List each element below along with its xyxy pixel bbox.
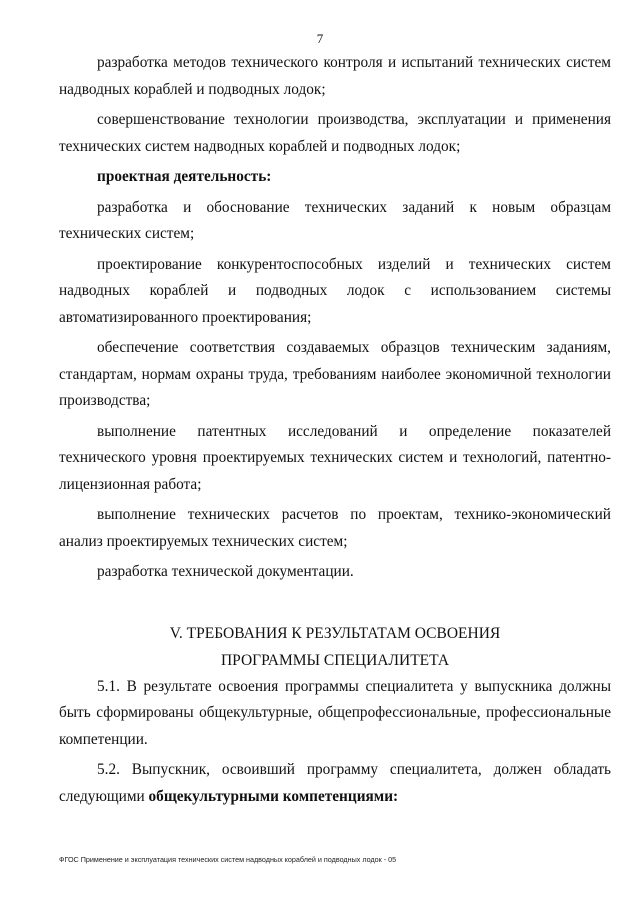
paragraph-4: проектирование конкурентоспособных изделий и технических систем надводных кораблей и подводных лодок с использованием системы автоматизированного проектирования; — [59, 255, 611, 326]
paragraph-6: выполнение патентных исследований и определение показателей технического уровня проектируемых технических систем и технологий, патентно-лицензионная работа; — [59, 422, 611, 493]
paragraph-5-2 — [59, 757, 611, 810]
paragraph-5-2-bold-term: общекультурными компетенциями: — [148, 787, 399, 805]
paragraph-5-1: 5.1. В результате освоения программы специалитета у выпускника должны быть сформированы общекультурные, общепрофессиональные, профессиональные компетенции. — [59, 677, 611, 748]
paragraph-5-2-text: 5.2. Выпускник, освоивший программу специалитета, должен обладать следующими — [59, 761, 611, 805]
paragraph-1: разработка методов технического контроля и испытаний технических систем надводных кораблей и подводных лодок; — [59, 54, 611, 98]
section-title-line-1: V. ТРЕБОВАНИЯ К РЕЗУЛЬТАТАМ ОСВОЕНИЯ — [169, 624, 501, 642]
paragraph-2: совершенствование технологии производства, эксплуатации и применения технических систем надводных кораблей и подводных лодок; — [59, 111, 611, 155]
paragraph-5: обеспечение соответствия создаваемых образцов техническим заданиям, стандартам, нормам охраны труда, требованиям наиболее экономичной технологии производства; — [59, 339, 611, 409]
subheading-design-activity: проектная деятельность: — [97, 168, 272, 185]
paragraph-3: разработка и обоснование технических заданий к новым образцам технических систем; — [59, 198, 611, 242]
document-body — [59, 50, 611, 810]
section-title — [59, 620, 611, 674]
paragraph-8: разработка технической документации. — [97, 563, 354, 580]
page-number: 7 — [316, 31, 324, 46]
section-title-line-2: ПРОГРАММЫ СПЕЦИАЛИТЕТА — [220, 651, 450, 669]
footer-note: ФГОС Применение и эксплуатация технических систем надводных кораблей и подводных лодок - 05 — [59, 855, 397, 864]
paragraph-7: выполнение технических расчетов по проектам, технико-экономический анализ проектируемых технических систем; — [59, 506, 611, 550]
